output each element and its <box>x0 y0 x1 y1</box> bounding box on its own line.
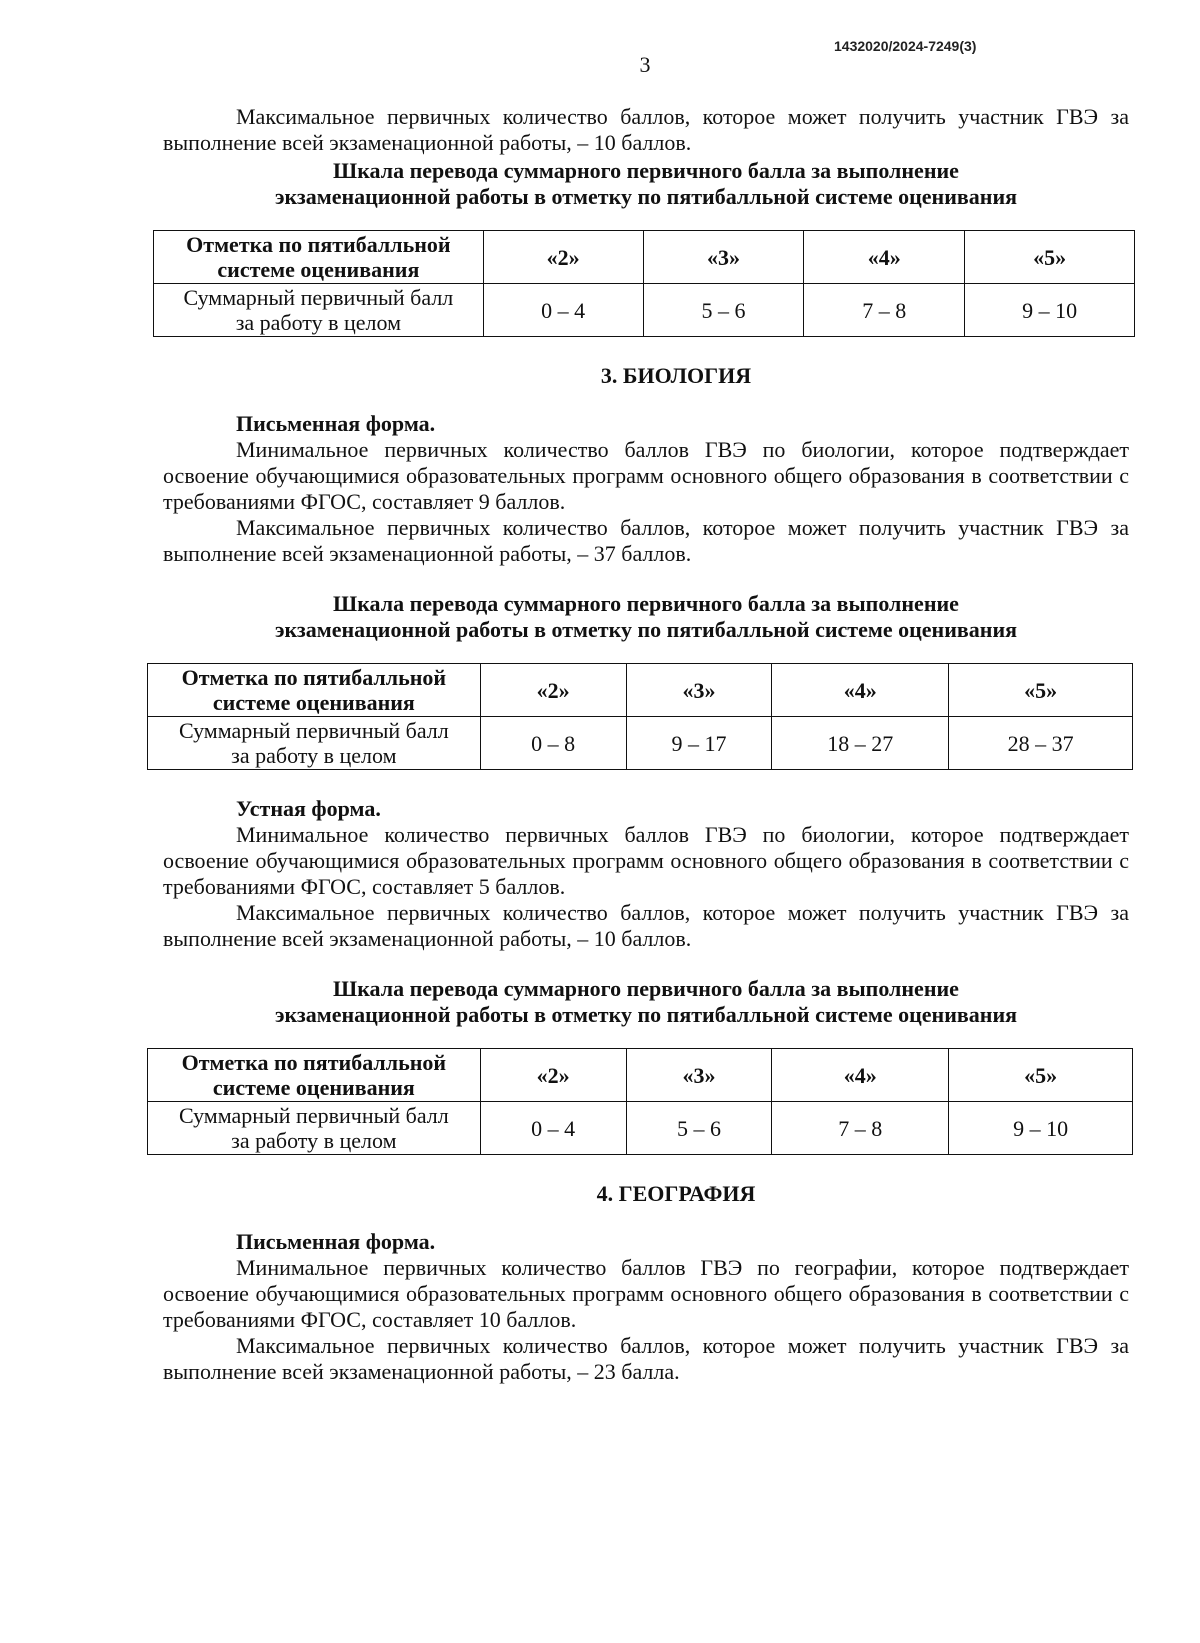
mark-cell: «3» <box>626 664 772 717</box>
mark-cell: «2» <box>480 664 626 717</box>
range-cell: 28 – 37 <box>949 717 1133 770</box>
document-id: 1432020/2024-7249(3) <box>834 38 977 54</box>
max-score-paragraph: Максимальное первичных количество баллов, которое может получить участник ГВЭ за выполнение всей экзаменационной работы, – 10 баллов. <box>163 104 1129 155</box>
score-label-cell: Суммарный первичный балл за работу в целом <box>154 284 484 337</box>
page-number: 3 <box>639 52 651 77</box>
table-row <box>148 717 1133 770</box>
scale-caption-line2: экзаменационной работы в отметку по пятибалльной системе оценивания <box>274 1002 1018 1027</box>
range-cell: 18 – 27 <box>772 717 949 770</box>
biology-written-min: Минимальное первичных количество баллов ГВЭ по биологии, которое подтверждает освоение обучающимися образовательных программ основного общего образования в соответствии с требованиями ФГОС, составляет 9 баллов. <box>163 437 1129 514</box>
mark-label-cell: Отметка по пятибалльной системе оценивания <box>154 231 484 284</box>
table-row <box>148 1102 1133 1155</box>
range-cell: 0 – 4 <box>483 284 643 337</box>
mark-cell: «5» <box>949 664 1133 717</box>
score-table-2 <box>147 663 1133 770</box>
mark-cell: «4» <box>804 231 965 284</box>
mark-cell: «5» <box>949 1049 1133 1102</box>
range-cell: 0 – 4 <box>480 1102 626 1155</box>
mark-cell: «4» <box>772 664 949 717</box>
range-cell: 7 – 8 <box>804 284 965 337</box>
scale-caption-line2: экзаменационной работы в отметку по пятибалльной системе оценивания <box>274 617 1018 642</box>
range-cell: 5 – 6 <box>626 1102 772 1155</box>
mark-cell: «3» <box>626 1049 772 1102</box>
scale-caption-1 <box>163 158 1129 210</box>
range-cell: 9 – 17 <box>626 717 772 770</box>
table-row <box>148 664 1133 717</box>
biology-section-title: 3. БИОЛОГИЯ <box>600 363 752 388</box>
range-cell: 7 – 8 <box>772 1102 949 1155</box>
biology-written-label: Письменная форма. <box>236 411 436 436</box>
geography-written-min: Минимальное первичных количество баллов ГВЭ по географии, которое подтверждает освоение обучающимися образовательных программ основного общего образования в соответствии с требованиями ФГОС, составляет 10 баллов. <box>163 1255 1129 1332</box>
biology-written-max: Максимальное первичных количество баллов, которое может получить участник ГВЭ за выполнение всей экзаменационной работы, – 37 баллов. <box>163 515 1129 566</box>
score-label-cell: Суммарный первичный балл за работу в целом <box>148 1102 481 1155</box>
range-cell: 9 – 10 <box>965 284 1135 337</box>
scale-caption-line1: Шкала перевода суммарного первичного балла за выполнение <box>333 158 959 183</box>
scale-caption-line2: экзаменационной работы в отметку по пятибалльной системе оценивания <box>274 184 1018 209</box>
score-table-3 <box>147 1048 1133 1155</box>
score-label-cell: Суммарный первичный балл за работу в целом <box>148 717 481 770</box>
mark-cell: «5» <box>965 231 1135 284</box>
mark-cell: «2» <box>480 1049 626 1102</box>
mark-cell: «4» <box>772 1049 949 1102</box>
scale-caption-line1: Шкала перевода суммарного первичного балла за выполнение <box>333 591 959 616</box>
mark-cell: «3» <box>643 231 804 284</box>
geography-written-label: Письменная форма. <box>236 1229 436 1254</box>
mark-label-cell: Отметка по пятибалльной системе оценивания <box>148 1049 481 1102</box>
geography-section-title: 4. ГЕОГРАФИЯ <box>596 1181 756 1206</box>
biology-oral-label: Устная форма. <box>236 796 381 821</box>
scale-caption-2 <box>163 591 1129 643</box>
table-row <box>154 231 1135 284</box>
mark-cell: «2» <box>483 231 643 284</box>
scale-caption-3 <box>163 976 1129 1028</box>
geography-written-max: Максимальное первичных количество баллов, которое может получить участник ГВЭ за выполнение всей экзаменационной работы, – 23 балла. <box>163 1333 1129 1384</box>
range-cell: 5 – 6 <box>643 284 804 337</box>
range-cell: 0 – 8 <box>480 717 626 770</box>
range-cell: 9 – 10 <box>949 1102 1133 1155</box>
table-row <box>148 1049 1133 1102</box>
page-content <box>163 104 1129 1385</box>
biology-oral-max: Максимальное первичных количество баллов, которое может получить участник ГВЭ за выполнение всей экзаменационной работы, – 10 баллов. <box>163 900 1129 951</box>
scale-caption-line1: Шкала перевода суммарного первичного балла за выполнение <box>333 976 959 1001</box>
score-table-1 <box>153 230 1135 337</box>
table-row <box>154 284 1135 337</box>
biology-oral-min: Минимальное количество первичных баллов ГВЭ по биологии, которое подтверждает освоение обучающимися образовательных программ основного общего образования в соответствии с требованиями ФГОС, составляет 5 баллов. <box>163 822 1129 899</box>
mark-label-cell: Отметка по пятибалльной системе оценивания <box>148 664 481 717</box>
